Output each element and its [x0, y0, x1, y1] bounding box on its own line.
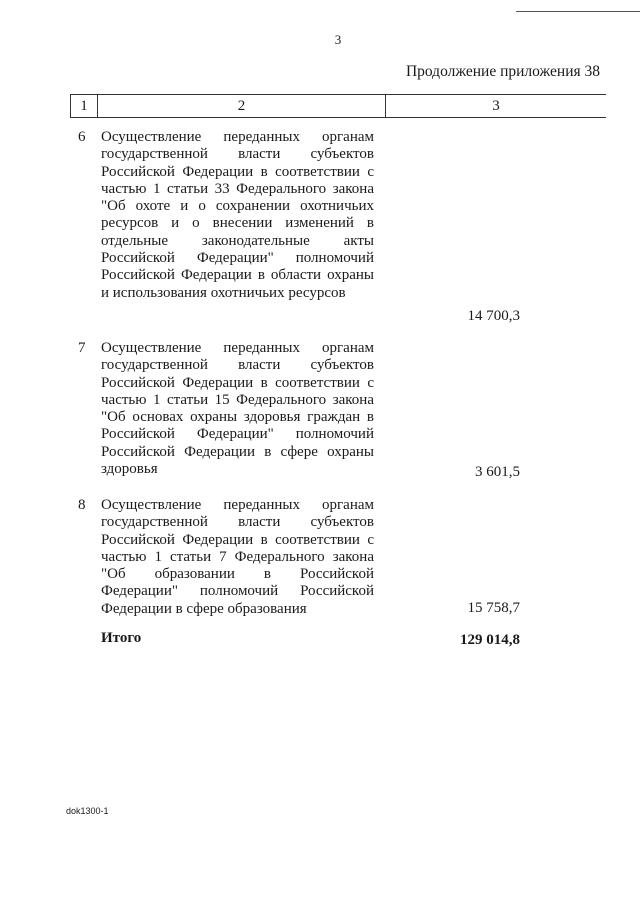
row-amount: 15 758,7 [467, 600, 520, 616]
page-number: 3 [334, 32, 342, 47]
total-label: Итого [101, 630, 142, 646]
top-edge-rule [516, 11, 640, 12]
column-header-2: 2 [98, 95, 386, 117]
row-description: Осуществление переданных органам государственной власти субъектов Российской Федерации в соответствии с частью 1 статьи 7 Федерального закона "Об образовании в Российской Федерации" полномочий Российской Федерации в сфере образования [101, 497, 374, 617]
continuation-caption: Продолжение приложения 38 [405, 63, 600, 80]
row-description: Осуществление переданных органам государственной власти субъектов Российской Федерации в соответствии с частью 1 статьи 33 Федерального закона "Об охоте и о сохранении охотничьих ресурсов и о внесении изменений в отдельные законодательные акты Российской Федерации" полномочий Российской Федерации в области охраны и использования охотничьих ресурсов [101, 129, 374, 301]
row-amount: 3 601,5 [475, 464, 520, 480]
row-number: 7 [78, 340, 86, 356]
row-description: Осуществление переданных органам государственной власти субъектов Российской Федерации в соответствии с частью 1 статьи 15 Федерального закона "Об основах охраны здоровья граждан в Российской Федерации" полномочий Российской Федерации в сфере охраны здоровья [101, 340, 374, 478]
column-header-3: 3 [492, 97, 500, 114]
table-header [70, 94, 606, 118]
row-number: 8 [78, 497, 86, 513]
document-code: dok1300-1 [66, 806, 109, 816]
total-amount: 129 014,8 [460, 632, 520, 648]
column-header-1: 1 [70, 95, 98, 117]
row-number: 6 [78, 129, 86, 145]
row-amount: 14 700,3 [467, 308, 520, 324]
